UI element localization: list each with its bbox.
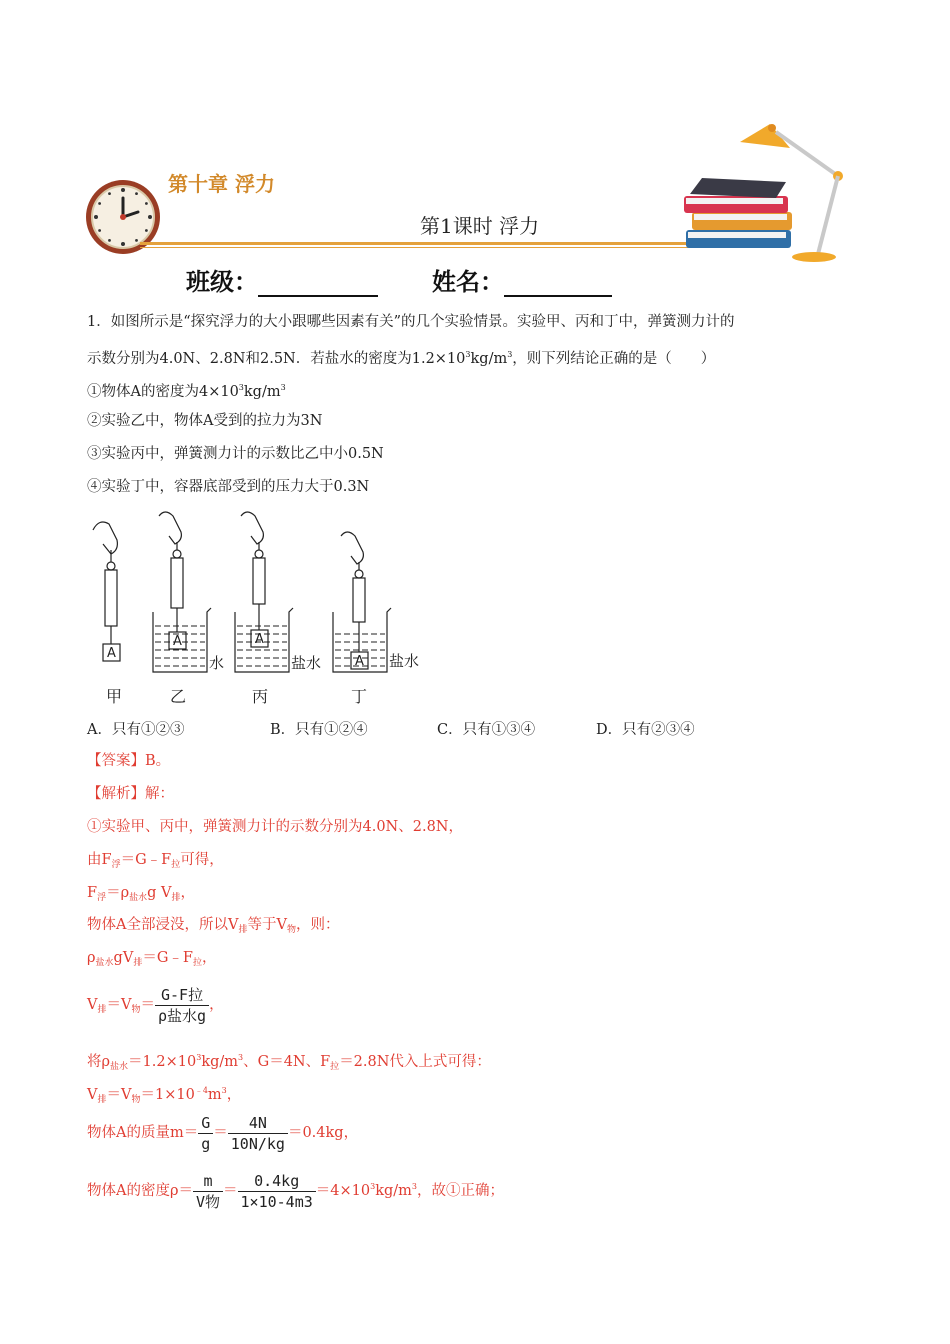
lesson-title: 第1课时 浮力	[420, 214, 540, 238]
name-blank[interactable]	[504, 273, 612, 297]
analysis-header: 【解析】解：	[87, 786, 174, 802]
class-label: 班级：	[186, 268, 258, 296]
analysis-line-7: 将$\rho_{盐水}=1.2\times 10^3kg/m^3$、G＝4N、$F_拉=2.8N$代入上式可得：	[87, 1053, 491, 1072]
fraction-g-over-g: $\frac{G}{g}$	[198, 1113, 213, 1154]
block-label-jia: A	[107, 646, 116, 661]
analysis-line-9: 物体A的质量m＝ $\frac{G}{g}$ ＝ $\frac{4N}{10N/kg}$ ＝0.4kg，	[87, 1113, 359, 1153]
analysis-line-1: ①实验甲、丙中，弹簧测力计的示数分别为4.0N、2.8N，	[87, 819, 463, 835]
figure-label-jia: 甲	[106, 687, 123, 706]
name-field	[432, 262, 612, 297]
answer-tag: 【答案】	[87, 753, 145, 769]
option-b[interactable]: B．只有①②④	[270, 722, 368, 738]
hand-icon-yi	[159, 512, 181, 544]
brine-label-bing: 盐水	[291, 654, 322, 672]
hand-icon-bing	[241, 512, 263, 544]
block-label-bing: A	[255, 632, 264, 647]
fraction-vpai: $\frac{\text{G-F拉}}{\text{ρ盐水g}}$	[155, 985, 209, 1026]
experiment-figure	[85, 510, 430, 680]
hand-icon-jia	[93, 522, 117, 554]
fraction-mass-over-volume: $\frac{0.4kg}{1\times 10-4m3}$	[238, 1171, 316, 1212]
question-stem-line1: 1．如图所示是“探究浮力的大小跟哪些因素有关”的几个实验情景。实验甲、丙和丁中，弹簧测力计的	[87, 314, 735, 330]
header-divider-thin	[140, 247, 700, 248]
fraction-4n-over-10nkg: $\frac{4N}{10N/kg}$	[228, 1113, 288, 1154]
block-label-ding: A	[355, 654, 364, 669]
analysis-line-5: $\rho_{盐水}gV_排=G﹣F_拉$，	[87, 950, 217, 968]
statement-4: ④实验丁中，容器底部受到的压力大于0.3N	[87, 479, 370, 495]
analysis-line-8: $V_排=V_物=1\times 10^{﹣4}m^3$，	[87, 1086, 242, 1105]
figure-label-ding: 丁	[351, 687, 368, 706]
analysis-line-10: 物体A的密度ρ＝ $\frac{m}{\text{V物}}$ ＝ $\frac{0.4kg}{1\times 10-4m3}$ $=4\times 10^3kg/m^3$，故①正确；	[87, 1171, 504, 1211]
chapter-title: 第十章 浮力	[168, 172, 275, 196]
analysis-line-4: 物体A全部浸没，所以$V_排$等于$V_物$，则：	[87, 917, 340, 935]
name-label: 姓名：	[432, 268, 504, 296]
figure-label-bing: 丙	[252, 687, 269, 706]
analysis-line-3: $F_浮=\rho_{盐水}g$ $V_排$，	[87, 885, 196, 903]
class-field	[186, 262, 378, 297]
option-d[interactable]: D．只有②③④	[596, 722, 695, 738]
header-divider	[140, 242, 700, 245]
books-lamp-illustration	[678, 118, 848, 263]
analysis-line-6: $V_排=V_物=$ $\frac{\text{G-F拉}}{\text{ρ盐水g}}$ ，	[87, 985, 224, 1025]
class-blank[interactable]	[258, 273, 378, 297]
answer-line	[87, 751, 170, 771]
option-a[interactable]: A．只有①②③	[87, 722, 185, 738]
option-c[interactable]: C．只有①③④	[437, 722, 536, 738]
block-label-yi: A	[173, 634, 182, 649]
statement-3: ③实验丙中，弹簧测力计的示数比乙中小0.5N	[87, 446, 384, 462]
analysis-tag: 【解析】	[87, 786, 145, 802]
statement-1: ①物体A的密度为$4\times 10^3kg/m^3$	[87, 383, 286, 400]
answer-value: B。	[145, 753, 171, 769]
water-label: 水	[209, 654, 225, 672]
brine-label-ding: 盐水	[389, 652, 420, 670]
fraction-m-over-v: $\frac{m}{\text{V物}}$	[193, 1171, 223, 1212]
hand-icon-ding	[341, 532, 363, 564]
question-stem-line2: 示数分别为4.0N、2.8N和2.5N．若盐水的密度为$1.2\times 10^3kg/m^3$，则下列结论正确的是（ ）	[87, 350, 716, 367]
analysis-line-2: 由$F_浮=G﹣F_拉$可得，	[87, 852, 224, 870]
figure-label-yi: 乙	[170, 687, 187, 706]
statement-2: ②实验乙中，物体A受到的拉力为3N	[87, 413, 323, 429]
